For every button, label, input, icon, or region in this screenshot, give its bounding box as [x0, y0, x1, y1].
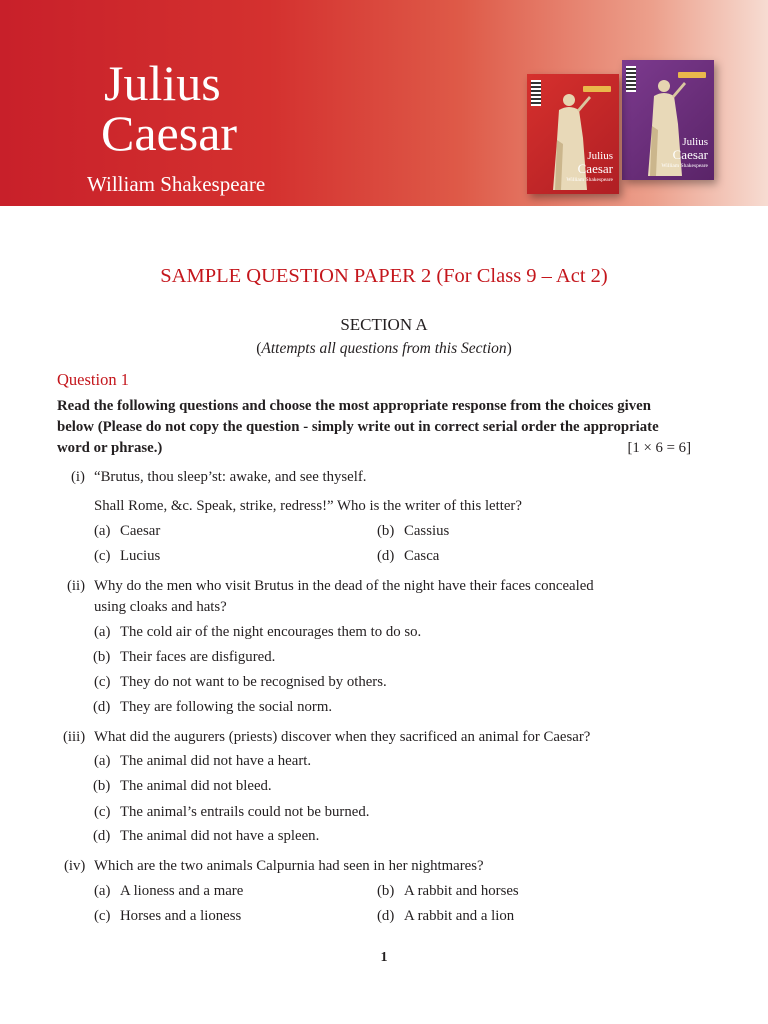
question-heading: Question 1	[57, 370, 129, 389]
cover-author: William Shakespeare	[661, 163, 708, 169]
item-text-line: Which are the two animals Calpurnia had seen in her nightmares?	[94, 858, 484, 874]
author-name: William Shakespeare	[87, 172, 266, 196]
header-banner	[0, 0, 768, 206]
note-close: )	[506, 340, 512, 357]
cover-author: William Shakespeare	[566, 177, 613, 183]
option-text: They do not want to be recognised by others.	[120, 674, 387, 690]
question-instruction	[57, 396, 691, 459]
option-text: The animal did not have a heart.	[120, 753, 312, 769]
option-label: (a)	[94, 523, 111, 539]
option-text: They are following the social norm.	[120, 699, 333, 715]
option-label: (c)	[94, 908, 111, 924]
option-text: The cold air of the night encourages them to do so.	[120, 624, 422, 640]
option-text: The animal did not bleed.	[120, 778, 272, 794]
option-text: A lioness and a mare	[120, 883, 244, 899]
marks-label: [1 × 6 = 6]	[627, 440, 691, 456]
cover-title-2: Caesar	[672, 147, 708, 162]
note-open: (	[256, 340, 262, 357]
title-line-2: Caesar	[101, 105, 238, 161]
qr-code-icon	[626, 66, 636, 92]
option-text: Their faces are disfigured.	[120, 649, 276, 665]
option-label: (b)	[93, 649, 111, 665]
question-item	[71, 467, 85, 487]
item-number: (iv)	[64, 858, 86, 874]
option-text: A rabbit and horses	[404, 883, 519, 899]
option-label: (c)	[94, 548, 111, 564]
option-label: (d)	[93, 699, 111, 715]
option-text: A rabbit and a lion	[404, 908, 515, 924]
section-note	[0, 338, 768, 360]
option-label: (d)	[377, 908, 395, 924]
option-text: Casca	[404, 548, 440, 564]
item-text-line: Shall Rome, &c. Speak, strike, redress!” Who is the writer of this letter?	[94, 498, 522, 514]
item-text-line: using cloaks and hats?	[94, 599, 227, 615]
option-text: The animal did not have a spleen.	[120, 828, 320, 844]
option-text: Horses and a lioness	[120, 908, 242, 924]
item-text-line: “Brutus, thou sleep’st: awake, and see thyself.	[94, 469, 367, 485]
book-cover-red	[527, 74, 619, 194]
section-title: SECTION A	[340, 315, 428, 334]
paper-title: SAMPLE QUESTION PAPER 2 (For Class 9 – Act 2)	[160, 265, 608, 287]
title-line-1: Julius	[104, 55, 221, 111]
option-label: (b)	[377, 883, 395, 899]
option-label: (b)	[377, 523, 395, 539]
option-label: (d)	[377, 548, 395, 564]
item-text-line: What did the augurers (priests) discover when they sacrificed an animal for Caesar?	[94, 729, 591, 745]
note-italic: Attempts all questions from this Section	[261, 340, 507, 357]
cover-title-2: Caesar	[577, 161, 613, 176]
option-label: (a)	[94, 883, 111, 899]
instruction-text: Read the following questions and choose the most appropriate response from the choices given below (Please do not copy the question - simply write out in correct serial order the appropriate word or phrase.)	[57, 398, 659, 456]
option-label: (a)	[94, 753, 111, 769]
item-number: (ii)	[67, 578, 86, 594]
cover-title-1: Julius	[587, 150, 613, 162]
option-label: (a)	[94, 624, 111, 640]
option-label: (d)	[93, 828, 111, 844]
item-number: (iii)	[63, 729, 86, 745]
option-label: (c)	[94, 674, 111, 690]
option-label: (b)	[93, 778, 111, 794]
option-text: Lucius	[120, 548, 161, 564]
item-number: (i)	[71, 469, 85, 485]
page-number: 1	[380, 950, 388, 965]
option-text: Caesar	[120, 523, 161, 539]
book-cover-purple	[622, 60, 714, 180]
qr-code-icon	[531, 80, 541, 106]
book-title	[101, 55, 238, 161]
cover-title-1: Julius	[682, 136, 708, 148]
item-text-line: Why do the men who visit Brutus in the dead of the night have their faces concealed	[94, 578, 594, 594]
option-label: (c)	[94, 804, 111, 820]
option-text: The animal’s entrails could not be burned.	[120, 804, 370, 820]
option-text: Cassius	[404, 523, 450, 539]
